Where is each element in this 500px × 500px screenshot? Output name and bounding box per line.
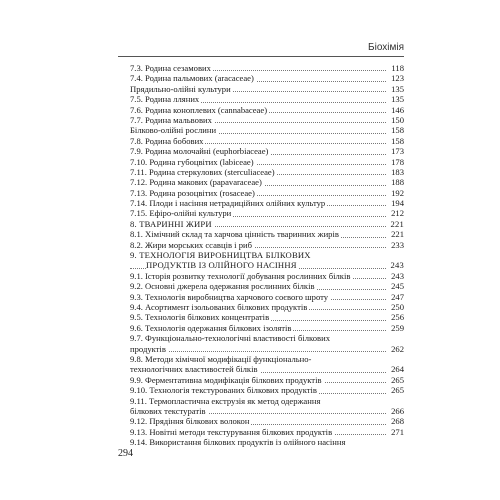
toc-entry-title: 9.13. Новітні методи текстурування білкових продуктів [130,426,333,437]
toc-entry-page: 271 [391,426,404,437]
toc-entry [130,292,404,302]
toc-entry [130,84,404,94]
toc-entry [130,271,404,281]
toc-entry-title: продуктів [130,343,166,354]
toc-entry [130,375,404,385]
toc-entry-page: 188 [391,177,404,188]
toc-entry [130,323,404,333]
toc-entry-page: 192 [391,187,404,198]
toc-entry [130,396,404,406]
toc-entry-page: 118 [391,63,404,73]
toc-entry-title: 7.9. Родина молочайні (euphorbiaceae) [130,146,269,157]
toc-entry-page: 212 [391,208,404,219]
toc-entry [130,177,404,187]
toc-entry-page: 266 [391,405,404,416]
toc-entry-title: 9.11. Термопластична екструзія як метод одержання [130,395,321,406]
toc-entry-title: 7.4. Родина пальмових (aracaceae) [130,73,254,84]
toc-entry [130,167,404,177]
toc-entry [130,73,404,83]
toc-entry-page: 158 [391,135,404,146]
toc-entry-page: 250 [391,301,404,312]
toc-entry-page: 221 [391,229,404,240]
toc-entry-title: 7.14. Плоди і насіння нетрадиційних олійних культур [130,198,326,209]
toc-entry [130,229,404,239]
toc-entry [130,333,404,343]
toc-entry [130,157,404,167]
toc-entry-title: 9.7. Функціонально-технологічні властивості білкових [130,333,330,344]
toc-entry [130,250,404,260]
toc-entry [130,416,404,426]
toc-entry-page: 265 [391,374,404,385]
toc-entry-page: 123 [391,73,404,84]
toc-entry-page: 243 [390,260,404,271]
toc-entry-title: 9.6. Технологія одержання білкових ізолятів [130,322,292,333]
toc-entry-title: 7.3. Родина сезамових [130,63,211,73]
toc-entry-title: 7.7. Родина мальвових [130,114,212,125]
toc-entry-title: 9.10. Технологія текстурованих білкових продуктів [130,385,317,396]
toc-entry-page: 262 [391,343,404,354]
toc-entry-page: 135 [391,94,404,105]
toc-entry [130,188,404,198]
toc-entry-page: 194 [391,198,404,209]
toc-entry-title: 9.14. Використання білкових продуктів із олійного насіння [130,437,346,448]
toc-entry-title: 7.15. Ефіро-олійні культури [130,208,232,219]
toc-entry-page: 150 [391,114,404,125]
toc-entry-page: 264 [391,364,404,375]
toc-entry-page: 256 [391,312,404,323]
toc-entry-title: 9.2. Основні джерела одержання рослинних білків [130,281,315,292]
toc-entry-title: 9.12. Прядіння білкових волокон [130,416,250,427]
toc-entry [130,94,404,104]
toc-entry-page: 243 [391,270,404,281]
toc-entry-page: 221 [390,218,404,229]
toc-entry [130,260,404,270]
toc-entry-title: 7.5. Родина лляних [130,94,200,105]
toc-entry [130,198,404,208]
toc-entry-title: 9. ТЕХНОЛОГІЯ ВИРОБНИЦТВА БІЛКОВИХ [130,250,311,261]
toc-entry [130,406,404,416]
toc-entry-title: ПРОДУКТІВ ІЗ ОЛІЙНОГО НАСІННЯ [146,260,297,271]
toc-entry-page: 135 [391,83,404,94]
toc-entry [130,146,404,156]
running-header [118,42,404,57]
toc-entry-title: 8.2. Жири морських ссавців і риб [130,239,252,250]
toc-entry-page: 233 [391,239,404,250]
toc-entry-title: 7.10. Родина губоцвітих (labiceae) [130,156,254,167]
toc-entry-title: Прядильно-олійні культури [130,83,231,94]
dot-leader [130,351,386,352]
toc-entry-title: 7.6. Родина коноплевих (cannabaceae) [130,104,268,115]
toc-entry-title: 8.1. Хімічний склад та харчова цінність тваринних жирів [130,229,339,240]
toc-entry [130,105,404,115]
toc-entry [130,136,404,146]
table-of-contents [130,63,404,447]
toc-entry-page: 178 [391,156,404,167]
running-header-title: Біохімія [368,42,404,53]
toc-entry-title: 9.3. Технологія виробництва харчового соєвого шроту [130,291,329,302]
toc-entry [130,208,404,218]
toc-entry-page: 265 [391,385,404,396]
toc-entry-page: 245 [391,281,404,292]
toc-entry-title: 9.9. Ферментативна модифікація білкових продуктів [130,374,322,385]
toc-entry [130,219,404,229]
toc-entry [130,63,404,73]
toc-entry-title: білкових текстуратів [130,405,206,416]
toc-entry [130,125,404,135]
toc-entry-page: 259 [391,322,404,333]
toc-entry-title: 9.5. Технологія білкових концентратів [130,312,270,323]
toc-entry [130,240,404,250]
toc-entry-title: 8. ТВАРИННІ ЖИРИ [130,218,212,229]
toc-entry [130,115,404,125]
toc-entry [130,437,404,447]
toc-entry [130,364,404,374]
toc-entry-page: 247 [391,291,404,302]
toc-entry-page: 268 [391,416,404,427]
toc-entry-title: 7.12. Родина макових (papavaraceae) [130,177,262,188]
toc-entry [130,427,404,437]
toc-entry-title: 9.8. Методи хімічної модифікації функціонально- [130,353,312,364]
toc-entry-title: 9.4. Асортимент ізольованих білкових продуктів [130,301,308,312]
toc-entry-title: 7.8. Родина бобових [130,135,204,146]
toc-entry-page: 146 [391,104,404,115]
toc-entry-title: 9.1. Історія розвитку технології добування рослинних білків [130,270,351,281]
toc-entry-page: 173 [391,146,404,157]
page-number: 294 [118,448,133,459]
toc-entry-title: Білково-олійні рослини [130,125,217,136]
toc-entry-page: 183 [391,166,404,177]
toc-entry [130,354,404,364]
toc-entry-title: 7.13. Родина розоцвітих (rosaceae) [130,187,255,198]
toc-entry [130,281,404,291]
toc-entry [130,302,404,312]
toc-entry [130,385,404,395]
toc-entry-page: 158 [391,125,404,136]
toc-entry [130,344,404,354]
toc-entry-title: 7.11. Родина стеркулових (sterculiaceae) [130,166,275,177]
toc-entry-title: технологічних властивостей білків [130,364,258,375]
toc-entry [130,312,404,322]
